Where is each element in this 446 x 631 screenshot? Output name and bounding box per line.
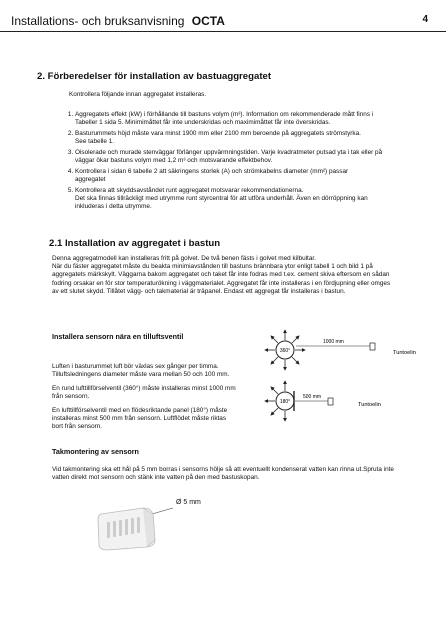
page-number: 4 [422,14,428,25]
sensor-housing-illustration [95,500,195,552]
header-rule [0,31,446,32]
vent-180-label: 180° [279,399,291,405]
step-item: 3. Oisolerade och murade stenväggar förlänger uppvärmningstiden. Varje kvadratmeter putsad yta i tak eller på väggar ökar bastuns volym med 1,2 m³ och motsvarande effektbehov. [75,149,442,165]
section-2-title: 2. Förberedelser för installation av bastuaggregatet [37,71,272,82]
vent-sensor-diagram [258,326,438,438]
step-item: 4. Kontrollera i sidan 6 tabelle 2 att säkringens storlek (A) och strömkabelns diameter (mm²) passar aggregatet [75,168,442,184]
document-title [11,14,225,28]
step-item: 1. Aggregatets effekt (kW) i förhållande till bastuns volym (m³). Information om rekommenderade mått finns i Tabeller 1 sida 5. Minimimåttet får inte underskridas och maximimåttet får inte överskridas. [75,111,442,127]
distance-1000-label: 1000 mm [323,339,344,345]
sensor-paragraph-2: En rund lufttillförselventil (360°) måste installeras minst 1000 mm från sensorn. [52,385,236,401]
manual-title: Installations- och bruksanvisning [11,14,185,28]
section-21-title: 2.1 Installation av aggregatet i bastun [49,238,221,249]
step-item: 5. Kontrollera att skyddsavståndet runt aggregatet motsvarar rekommendationerna. Det ska finnas tillräckligt med utrymme runt styrcentral för att utföra underhåll. Även en dörröppning kan inkluderas i detta utrymme. [75,187,442,212]
section-21-paragraph: Denna aggregatmodell kan installeras fritt på golvet. De två benen fästs i golvet med kilbultar. När du fäster aggregatet måste du beakta minimiavstånden till bastuns brännbara ytor enligt tabell 1 och bild 1 på aggregatets märkskylt. Väggarna bakom aggregatet och taket får inte fodras med t.ex. cement skiva eftersom en sådan fodring orsakar en för stor temperaturökning i väggmaterialet. Aggregatet får inte installeras i en fördjupning eller omges av ett slutet skydd. Tillåtet vägg- och takmaterial är träpanel. Endast ett aggregat får installeras i bastun. [52,255,391,295]
ceiling-paragraph: Vid takmontering ska ett hål på 5 mm borras i sensorns hölje så att eventuellt kondenserat vatten kan rinna ut.Spruta inte vatten direkt mot sensorn och stänk inte vatten på den med bastuskopan. [52,466,394,482]
ceiling-section-title: Takmontering av sensorn [52,447,139,456]
step-item: 2. Basturummets höjd måste vara minst 1900 mm eller 2100 mm beroende på aggregatets strömstyrka. See tabelle 1. [75,130,442,146]
sensor-2-label: Tuntoelin [358,402,381,408]
product-name: OCTA [191,14,225,28]
hole-diameter-label: Ø 5 mm [176,499,201,506]
sensor-1-label: Tuntoelin [393,350,416,356]
section-2-intro: Kontrollera följande innan aggregatet installeras. [69,91,207,98]
sensor-paragraph-3: En lufttillförselventil med en flödesriktande panel (180°) måste installeras minst 500 mm från sensorn. Luftflödet måste riktas bort från sensorn. [52,407,228,431]
sensor-icon [370,343,375,350]
vent-360-label: 360° [279,348,291,354]
sensor-paragraph-1: Luften i basturummet luft bör växlas sex gånger per timma. Tilluftsledningens diameter måste vara mellan 50 och 100 mm. [52,363,230,379]
distance-500-label: 500 mm [303,394,322,400]
sensor-section-title: Installera sensorn nära en tilluftsventil [52,332,184,341]
steps-list [62,111,442,214]
sensor-icon [328,398,333,405]
